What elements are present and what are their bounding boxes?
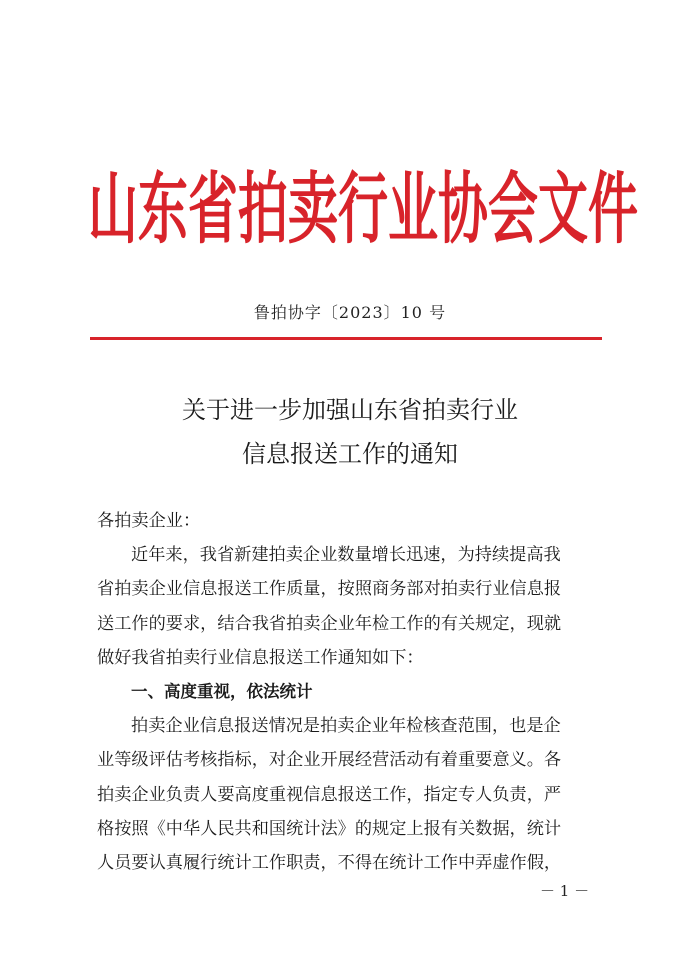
masthead-title: [88, 162, 638, 254]
paragraph-line: 业等级评估考核指标，对企业开展经营活动有着重要意义。各: [97, 750, 562, 771]
masthead-char: 协: [438, 162, 488, 254]
paragraph-line: 拍卖企业负责人要高度重视信息报送工作，指定专人负责，严: [97, 784, 562, 805]
paragraph-line: 人员要认真履行统计工作职责，不得在统计工作中弄虚作假，: [97, 852, 562, 873]
masthead-char: 拍: [238, 162, 288, 254]
masthead-char: 会: [488, 162, 538, 254]
document-body: [97, 504, 602, 880]
salutation: 各拍卖企业：: [97, 511, 201, 531]
masthead-char: 业: [388, 162, 438, 254]
paragraph-line: 做好我省拍卖行业信息报送工作通知如下：: [97, 647, 424, 668]
paragraph-line: 省拍卖企业信息报送工作质量，按照商务部对拍卖行业信息报: [97, 579, 562, 600]
document-title: [0, 388, 700, 476]
paragraph-line: 近年来，我省新建拍卖企业数量增长迅速，为持续提高我: [131, 545, 561, 566]
title-line-2: 信息报送工作的通知: [242, 440, 458, 468]
paragraph-line: 格按照《中华人民共和国统计法》的规定上报有关数据，统计: [97, 818, 562, 839]
paragraph-line: 拍卖企业信息报送情况是拍卖企业年检核查范围，也是企: [131, 716, 561, 737]
document-number: 鲁拍协字〔2023〕10 号: [253, 303, 447, 322]
paragraph-line: 送工作的要求，结合我省拍卖企业年检工作的有关规定，现就: [97, 613, 562, 634]
red-divider-rule: [90, 337, 602, 340]
masthead-char: 卖: [288, 162, 338, 254]
title-line-1: 关于进一步加强山东省拍卖行业: [182, 396, 518, 424]
masthead-char: 件: [588, 162, 638, 254]
masthead-char: 山: [88, 162, 138, 254]
page-number: － 1 －: [540, 882, 590, 900]
section-heading: 一、高度重视，依法统计: [131, 681, 313, 701]
masthead-char: 文: [538, 162, 588, 254]
masthead-char: 省: [188, 162, 238, 254]
masthead-char: 行: [338, 162, 388, 254]
masthead-char: 东: [138, 162, 188, 254]
